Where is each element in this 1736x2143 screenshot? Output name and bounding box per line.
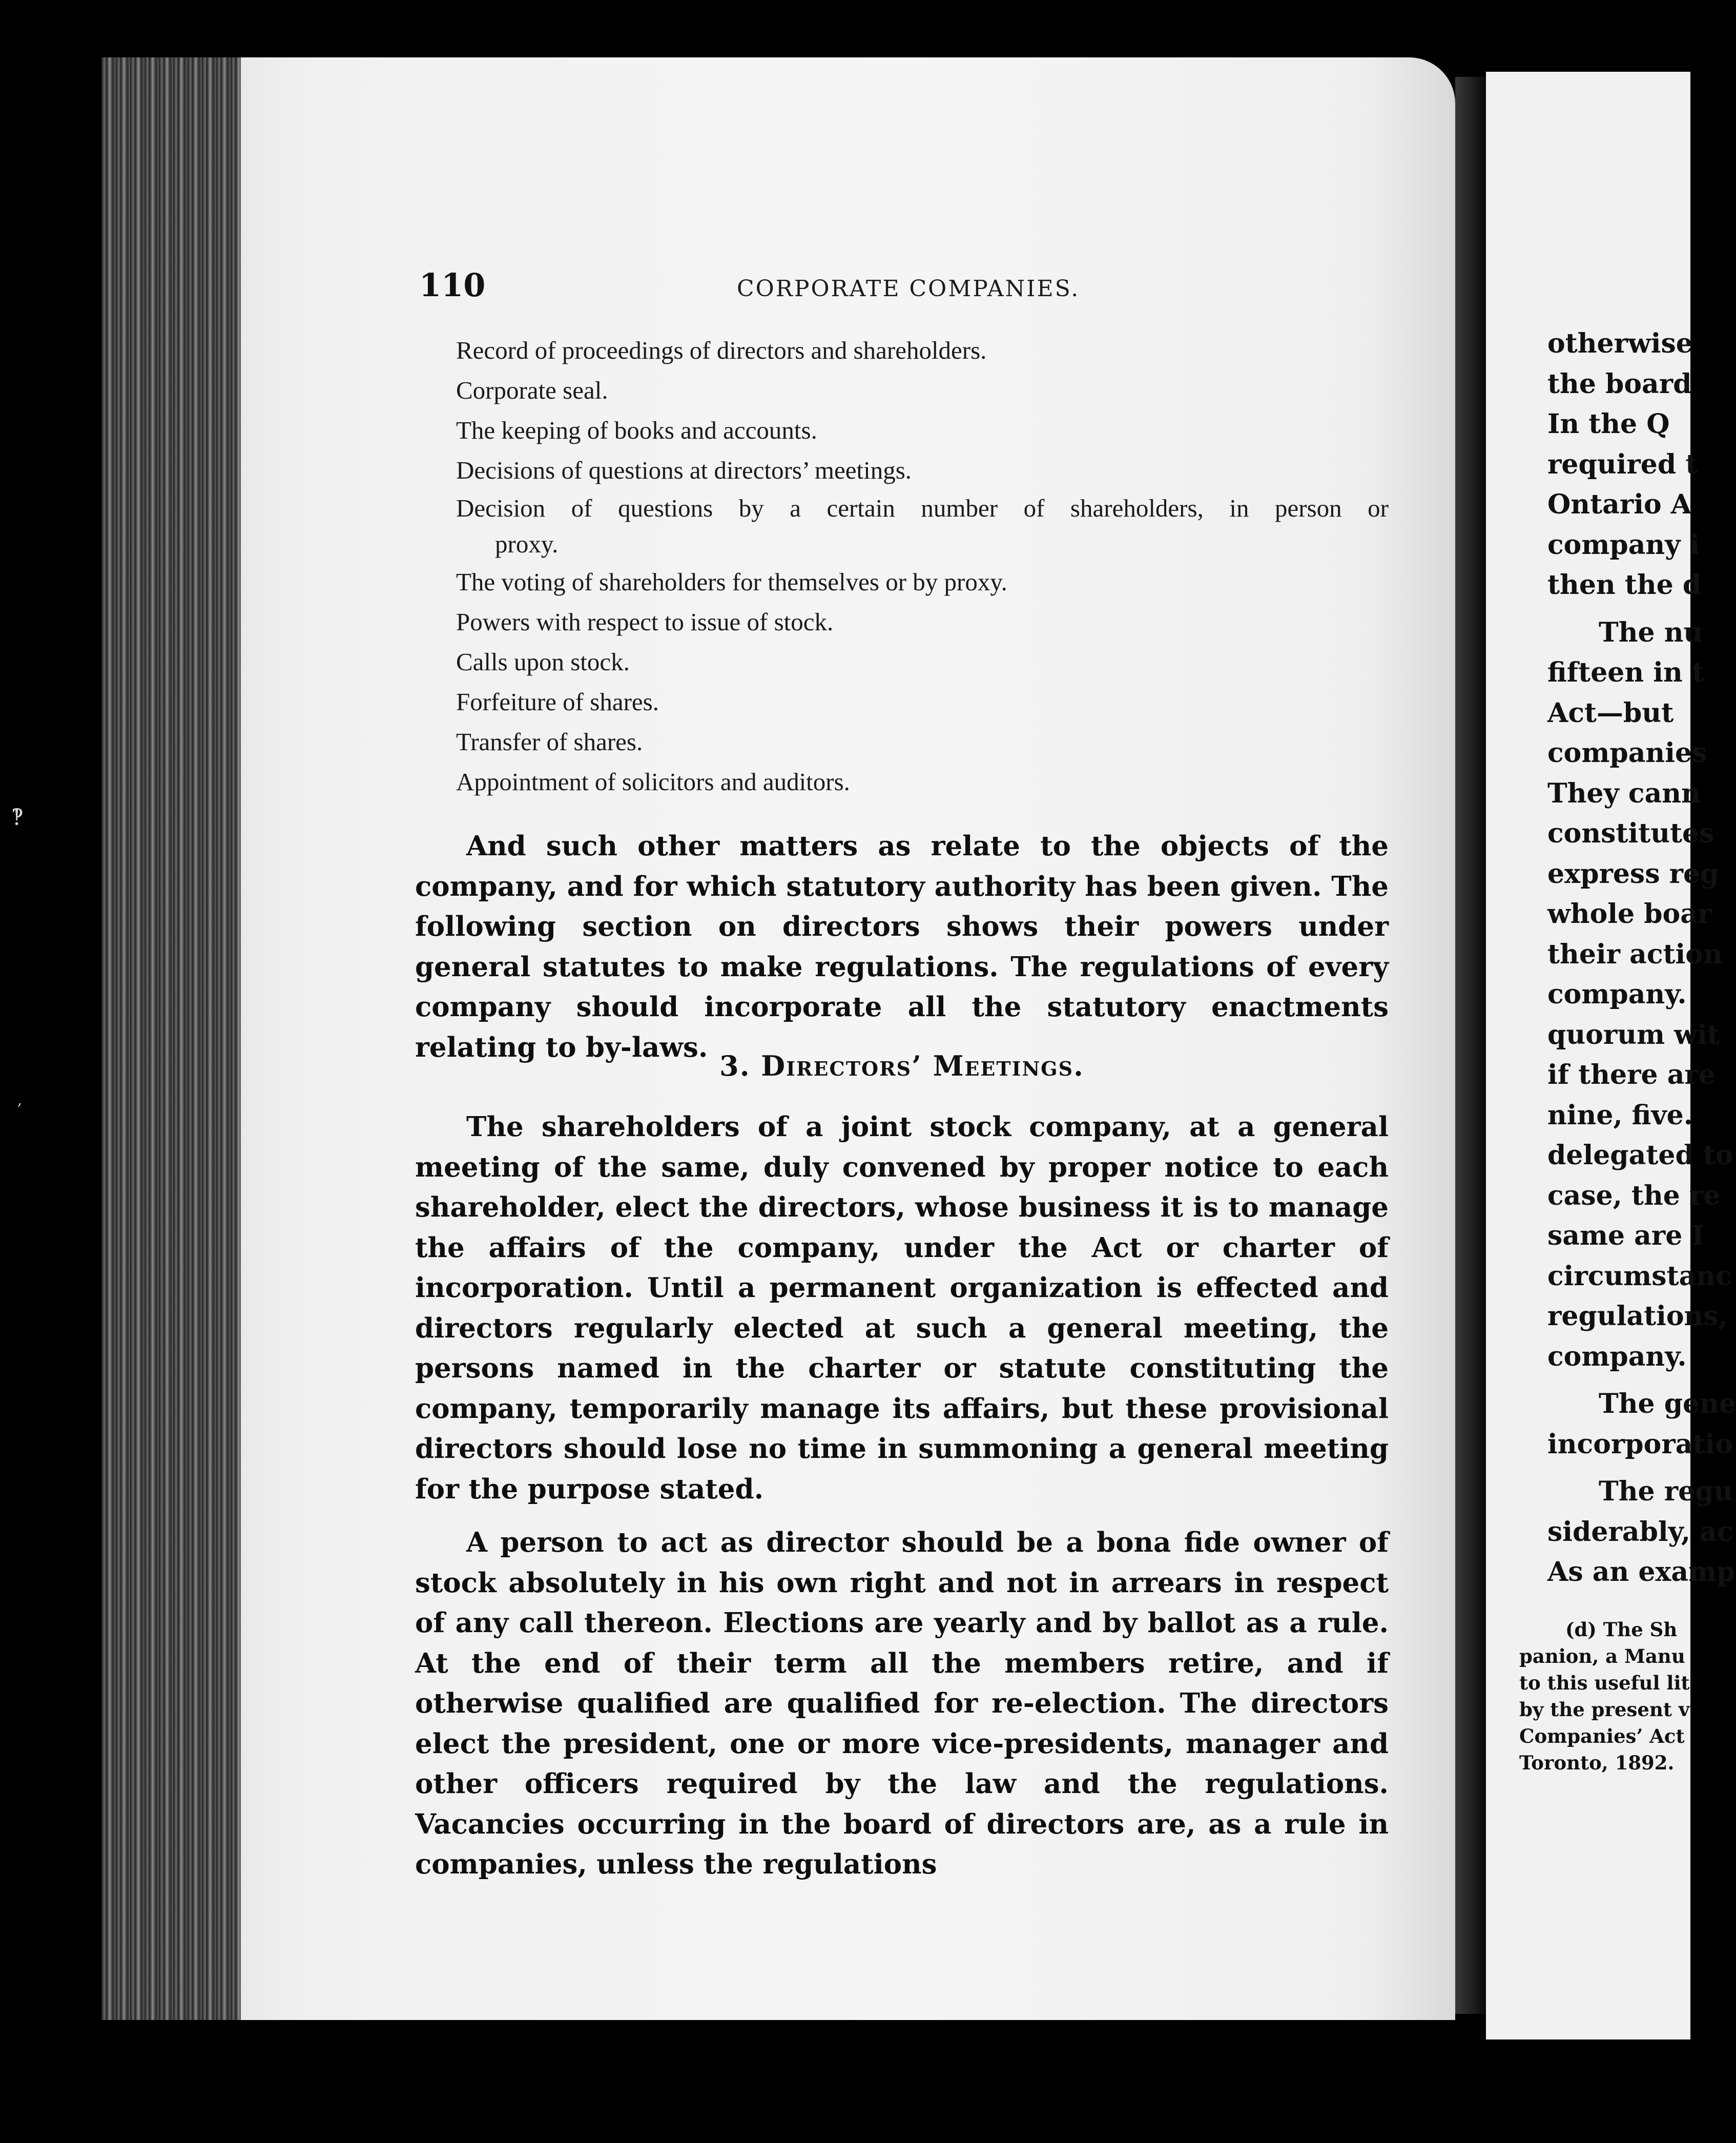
body-text-before: [415, 826, 1389, 1081]
section-heading: 3. Directors’ Meetings.: [719, 1049, 1084, 1082]
text-line: nine, five.: [1547, 1099, 1693, 1131]
book-page-edges: [101, 57, 241, 2020]
text-line: They cann: [1547, 777, 1701, 809]
text-line: required t: [1547, 448, 1698, 480]
bylaw-subjects-list: [456, 331, 1389, 802]
text-line: The gene: [1599, 1388, 1736, 1419]
text-line: Ontario A: [1547, 489, 1692, 520]
list-item: Calls upon stock.: [456, 648, 630, 676]
text-line: companies: [1547, 737, 1707, 769]
list-item: Decisions of questions at directors’ meetings.: [456, 456, 912, 484]
margin-speck: ‽: [11, 805, 24, 831]
text-line: quorum wit: [1547, 1019, 1720, 1050]
list-item: Appointment of solicitors and auditors.: [456, 768, 850, 796]
margin-speck: ,: [17, 1091, 22, 1108]
text-line: In the Q: [1547, 408, 1670, 440]
text-line: As an examp: [1547, 1556, 1735, 1588]
body-text-after: [415, 1107, 1389, 1898]
text-line: whole boar: [1547, 898, 1712, 930]
facing-page-footnote: [1519, 1618, 1690, 1778]
footnote-line: Companies’ Act: [1519, 1725, 1685, 1747]
list-item: Corporate seal.: [456, 376, 608, 404]
text-line: Act—but: [1547, 697, 1674, 729]
footnote-line: panion, a Manu: [1519, 1645, 1685, 1667]
list-item: The keeping of books and accounts.: [456, 416, 817, 444]
footnote-line: (d) The Sh: [1565, 1618, 1678, 1641]
text-line: then the d: [1547, 569, 1702, 601]
list-item-continuation: proxy.: [495, 530, 559, 558]
paragraph: A person to act as director should be a bona fide owner of stock absolutely in his own right and not in arrears in respect of any call thereon. Elections are yearly and by ballot as a rule. At the end of their term all the members retire, and if otherwise qualified are qualified for re-election. The directors elect the president, one or more vice-presidents, manager and other officers required by the law and the regulations. Vacancies occurring in the board of directors are, as a rule in companies, unless the regulations: [415, 1527, 1389, 1880]
text-line: otherwise: [1547, 328, 1693, 359]
running-head: CORPORATE COMPANIES.: [737, 276, 1080, 302]
list-item: Powers with respect to issue of stock.: [456, 608, 834, 636]
text-line: fifteen in t: [1547, 657, 1704, 688]
text-line: if there are: [1547, 1059, 1716, 1090]
text-line: company i: [1547, 529, 1700, 561]
footnote-line: by the present v: [1519, 1698, 1690, 1721]
text-line: siderably, ac: [1547, 1516, 1733, 1548]
text-line: regulations,: [1547, 1301, 1728, 1332]
text-line: case, the re: [1547, 1180, 1721, 1211]
gutter-shadow: [1455, 77, 1486, 2014]
text-line: The nu: [1599, 616, 1703, 648]
page-number: 110: [419, 266, 486, 304]
text-line: express reg: [1547, 858, 1719, 890]
footnote-line: Toronto, 1892.: [1519, 1752, 1675, 1774]
text-line: circumstanc: [1547, 1260, 1732, 1292]
list-item: The voting of shareholders for themselves or by proxy.: [456, 568, 1007, 596]
text-line: constitutes: [1547, 818, 1714, 849]
list-item: Record of proceedings of directors and shareholders.: [456, 336, 987, 364]
text-line: company.: [1547, 979, 1687, 1010]
paragraph: The shareholders of a joint stock company, at a general meeting of the same, duly convened by proper notice to each shareholder, elect the directors, whose business it is to manage the affairs of the company, under the Act or charter of incorporation. Until a permanent organization is effected and directors regularly elected at such a general meeting, the persons named in the charter or statute constituting the company, temporarily manage its affairs, but these provisional directors should lose no time in summoning a general meeting for the purpose stated.: [415, 1111, 1389, 1505]
text-line: company.: [1547, 1341, 1687, 1372]
text-line: the board: [1547, 368, 1692, 400]
text-line: The regu: [1599, 1476, 1733, 1507]
text-line: delegated to: [1547, 1140, 1733, 1171]
page-header: [419, 266, 1388, 313]
list-item: Forfeiture of shares.: [456, 688, 659, 716]
text-line: same are I: [1547, 1220, 1704, 1251]
text-line: their action: [1547, 938, 1723, 970]
facing-page-text: [1547, 328, 1736, 1597]
text-line: incorporatio: [1547, 1428, 1733, 1460]
paragraph: And such other matters as relate to the objects of the company, and for which statutory authority has been given. The following section on directors shows their powers under general statutes to make regulations. The regulations of every company should incorporate all the statutory enactments relating to by-laws.: [415, 830, 1389, 1063]
list-item: Transfer of shares.: [456, 728, 643, 756]
list-item: Decision of questions by a certain number of shareholders, in person or: [456, 494, 1389, 522]
footnote-line: to this useful lit: [1519, 1672, 1690, 1694]
